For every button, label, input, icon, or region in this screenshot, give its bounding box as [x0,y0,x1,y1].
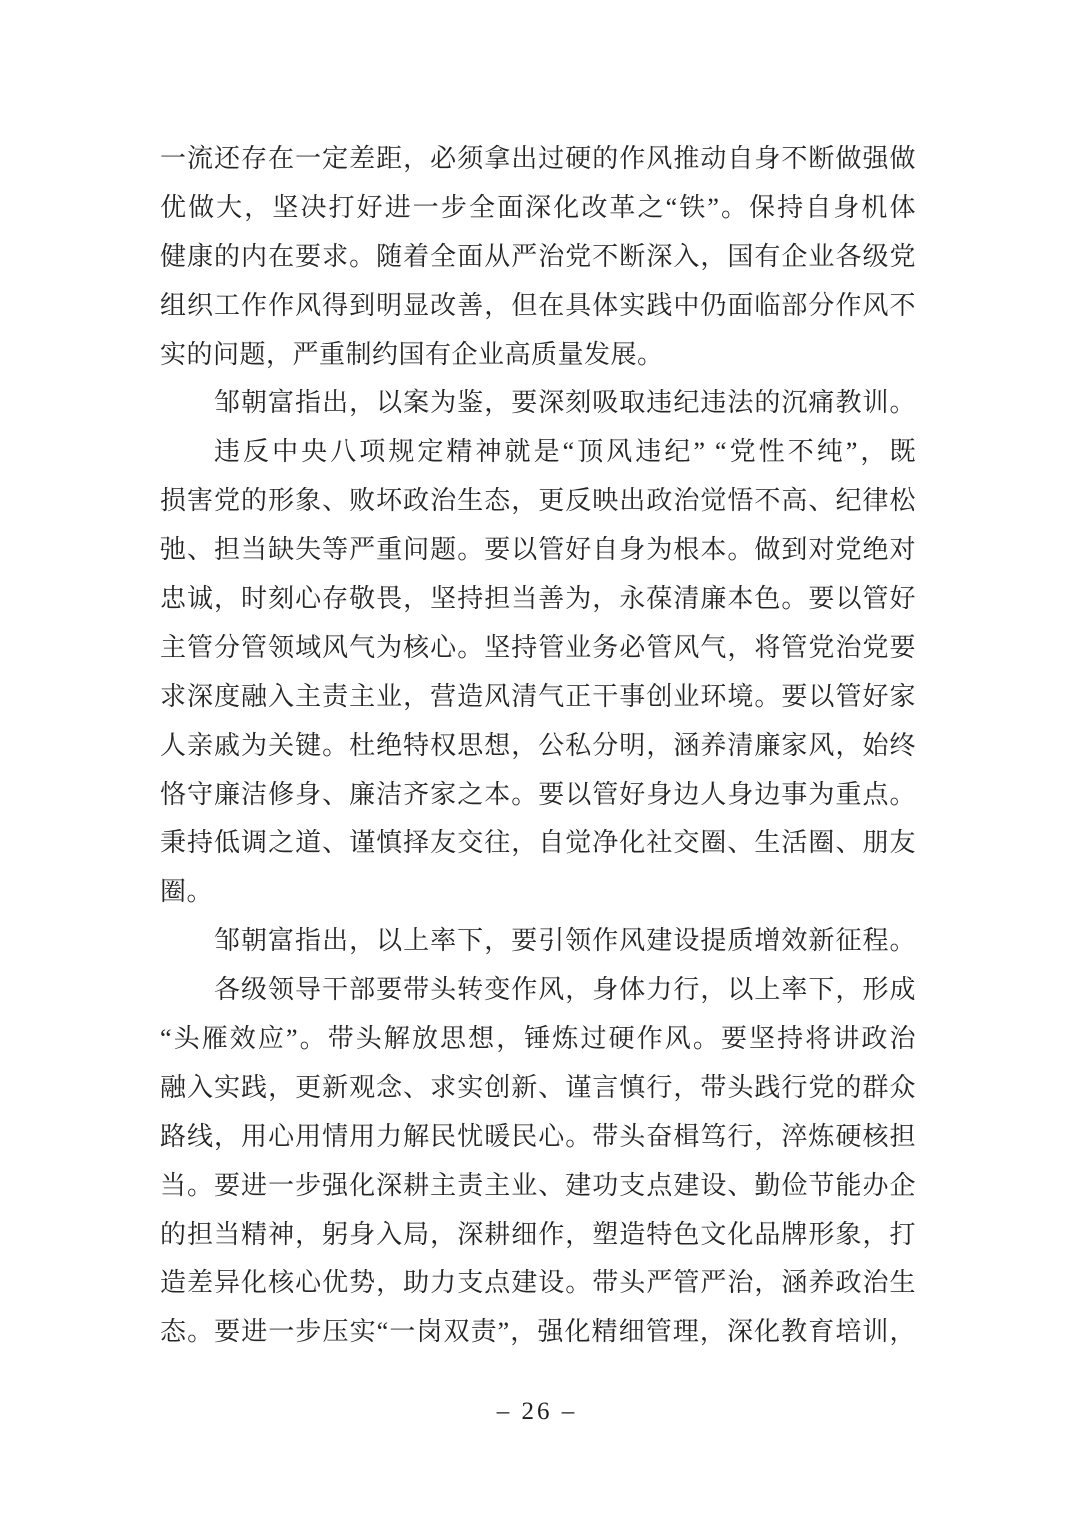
text-line: 忠诚，时刻心存敬畏，坚持担当善为，永葆清廉本色。要以管好 [160,584,916,614]
text-line: 优做大，坚决打好进一步全面深化改革之“铁”。保持自身机体 [160,192,916,222]
document-body [160,135,916,1357]
text-line: 融入实践，更新观念、求实创新、谨言慎行，带头践行党的群众 [160,1072,916,1102]
text-line: 违反中央八项规定精神就是“顶风违纪” “党性不纯”，既 [214,437,916,467]
text-line: 邹朝富指出，以案为鉴，要深刻吸取违纪违法的沉痛教训。 [214,388,916,418]
text-line: 损害党的形象、败坏政治生态，更反映出政治觉悟不高、纪律松 [160,486,916,516]
text-line: 各级领导干部要带头转变作风，身体力行，以上率下，形成 [214,975,916,1005]
text-line: 一流还存在一定差距，必须拿出过硬的作风推动自身不断做强做 [160,144,916,173]
text-line: 组织工作作风得到明显改善，但在具体实践中仍面临部分作风不 [160,290,916,320]
text-line: 弛、担当缺失等严重问题。要以管好自身为根本。做到对党绝对 [160,535,916,565]
text-line: 求深度融入主责主业，营造风清气正干事创业环境。要以管好家 [160,681,916,711]
text-line: 人亲戚为关键。杜绝特权思想，公私分明，涵养清廉家风，始终 [160,730,916,760]
page-number: – 26 – [496,1398,578,1425]
text-line: 的担当精神，躬身入局，深耕细作，塑造特色文化品牌形象，打 [160,1219,916,1249]
text-line: 当。要进一步强化深耕主责主业、建功支点建设、勤俭节能办企 [160,1170,916,1200]
text-line: 恪守廉洁修身、廉洁齐家之本。要以管好身边人身边事为重点。 [160,779,916,809]
text-line: 邹朝富指出，以上率下，要引领作风建设提质增效新征程。 [214,926,916,956]
text-line: 造差异化核心优势，助力支点建设。带头严管严治，涵养政治生 [160,1268,916,1298]
text-line: 路线，用心用情用力解民忧暖民心。带头奋楫笃行，淬炼硬核担 [160,1121,916,1151]
text-line: “头雁效应”。带头解放思想，锤炼过硬作风。要坚持将讲政治 [160,1024,916,1054]
text-line: 圈。 [160,877,214,907]
text-line: 秉持低调之道、谨慎择友交往，自觉净化社交圈、生活圈、朋友 [160,828,916,858]
text-line: 实的问题，严重制约国有企业高质量发展。 [160,339,664,369]
text-line: 健康的内在要求。随着全面从严治党不断深入，国有企业各级党 [160,241,916,271]
text-line: 态。要进一步压实“一岗双责”，强化精细管理，深化教育培训， [160,1317,916,1347]
text-line: 主管分管领域风气为核心。坚持管业务必管风气，将管党治党要 [160,632,916,662]
